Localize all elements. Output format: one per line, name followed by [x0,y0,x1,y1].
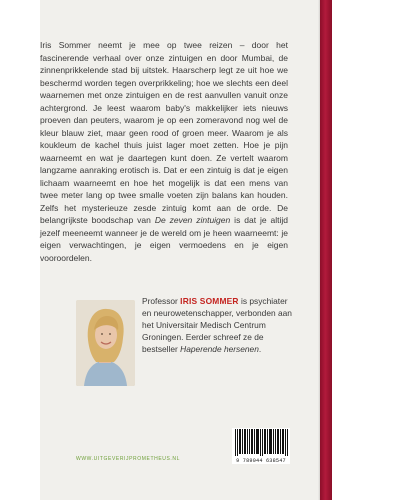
bio-suffix: . [258,344,262,354]
isbn-barcode [232,428,290,464]
bio-previous-book-title: Haperende hersenen [180,344,259,354]
barcode-icon [232,428,290,457]
bio-prefix: Professor [142,296,181,306]
author-portrait-image [76,300,135,386]
author-photo [76,300,135,386]
bio-middle: is psychiater en neurowetenschapper, verbonden aan het Universitair Medisch Centrum Groningen. Eerder schreef ze de bestseller [142,296,292,354]
author-bio [142,295,292,355]
blurb-text [40,39,288,264]
blurb-text-part-2: is dat je altijd jezelf meeneemt wanneer je de wereld om je heen waarneemt: je eigen verwachtingen, je eigen vermoedens en je eigen vooroordelen. [40,215,289,263]
blurb-book-title: De zeven zintuigen [154,215,231,225]
book-spine [320,0,332,500]
blurb-text-part-1: Iris Sommer neemt je mee op twee reizen – door het fascinerende verhaal over onze zintuigen en door Mumbai, de zinnenprikkelende stad bij uitstek. Haarscherp legt ze uit hoe we beschermd worden tegen overprikkeling; hoe we slechts een deel waarnemen met onze zintuigen en de rest aanvullen vanuit onze achtergrond. Je leest waarom baby's makkelijker iets nieuws proeven dan peuters, waarom je op een zomeravond nog wel de kleur blauw ziet, maar geen rood of groen meer. Waarom je als koukleum de kachel thuis juist lager moet zetten. Hoe je pijn waarneemt en wat je daartegen kunt doen. Ze vertelt waarom langzame aanraking erotisch is. Dat er een zintuig is dat je eigen lichaam waarneemt en hoe het mogelijk is dat een mens van twee meter lang op twee smalle voeten zijn balans kan houden. Zelfs het mysterieuze zesde zintuig komt aan de orde. De belangrijkste boodschap van [40,40,288,225]
author-name: IRIS SOMMER [180,296,239,306]
publisher-website[interactable]: WWW.UITGEVERIJPROMETHEUS.NL [76,456,180,462]
barcode-number: 9 789044 638547 [236,458,286,464]
